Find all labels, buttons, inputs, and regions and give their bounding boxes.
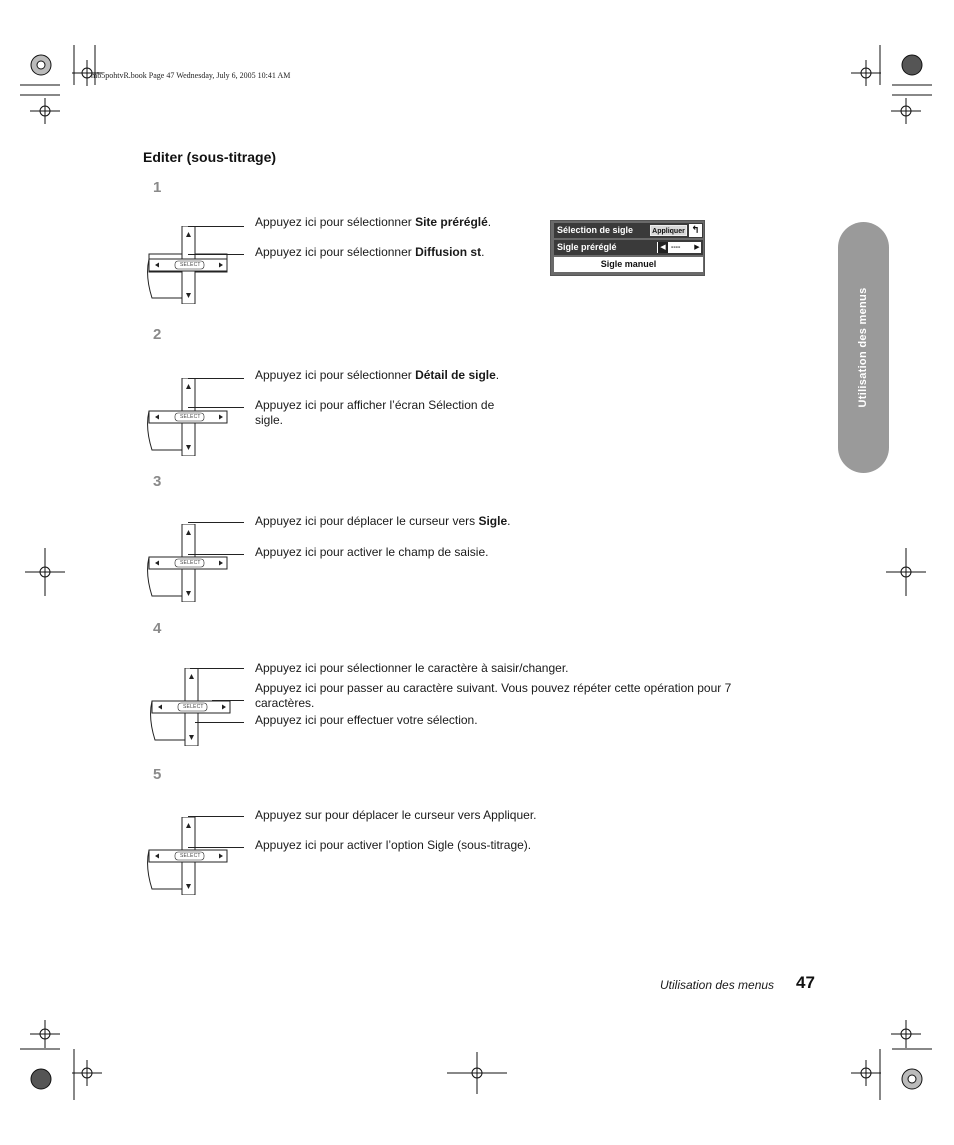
step-number-1: 1 [153,179,162,196]
back-arrow-icon[interactable]: ↰ [689,224,702,237]
step-5-callout-1: Appuyez sur pour déplacer le curseur vers Appliquer. [255,808,537,822]
step-number-4: 4 [153,620,162,637]
page-number: 47 [796,973,815,992]
step-2-callout-1: Appuyez ici pour sélectionner Détail de sigle. [255,368,500,382]
remote-dpad-step-5 [147,817,229,891]
select-label: SELECT [183,704,204,710]
step-4-callout-3: Appuyez ici pour effectuer votre sélection. [255,713,478,727]
left-arrow-icon[interactable]: ◀ [658,242,668,253]
caption-selection-menu [550,220,705,276]
remote-dpad-step-2 [147,378,229,452]
remote-dpad-step-3 [147,524,229,598]
step-4-callout-1: Appuyez ici pour sélectionner le caractère à saisir/changer. [255,661,569,675]
side-tab-label: Utilisation des menus [857,287,869,408]
step-number-5: 5 [153,766,162,783]
step-3-callout-2: Appuyez ici pour activer le champ de saisie. [255,545,489,559]
footer-section-label: Utilisation des menus [660,978,775,992]
section-title: Editer (sous-titrage) [143,149,277,165]
step-5-callout-2: Appuyez ici pour activer l’option Sigle (sous-titrage). [255,838,532,852]
select-label: SELECT [180,414,201,420]
menu-row-manual[interactable]: Sigle manuel [554,257,703,272]
select-label: SELECT [180,262,201,268]
apply-button[interactable]: Appliquer [650,225,687,236]
menu-row-selection: Sélection de sigle Appliquer ↰ [554,223,703,238]
chapter-side-tab [838,222,889,473]
step-4-callout-2: Appuyez ici pour passer au caractère suivant. Vous pouvez répéter cette opération pour 7 caractères. [255,681,732,710]
step-1-callout-2: Appuyez ici pour sélectionner Diffusion st. [255,245,485,259]
select-label: SELECT [180,853,201,859]
step-3-callout-1: Appuyez ici pour déplacer le curseur vers Sigle. [255,514,511,528]
step-number-2: 2 [153,326,162,343]
select-label: SELECT [180,560,201,566]
remote-dpad-step-1 [147,226,229,300]
right-arrow-icon[interactable]: ▶ [694,244,700,251]
file-info-header: mb5pohtvR.book Page 47 Wednesday, July 6, 2005 10:41 AM [91,71,291,80]
remote-dpad-step-4 [150,668,232,742]
preset-selector[interactable]: ◀ ---- ▶ [657,242,701,253]
step-1-callout-1: Appuyez ici pour sélectionner Site préréglé. [255,215,492,229]
menu-row-preset[interactable]: Sigle préréglé ◀ ---- ▶ [554,240,703,255]
step-number-3: 3 [153,473,162,490]
step-2-callout-2: Appuyez ici pour afficher l’écran Sélection de sigle. [255,398,495,427]
